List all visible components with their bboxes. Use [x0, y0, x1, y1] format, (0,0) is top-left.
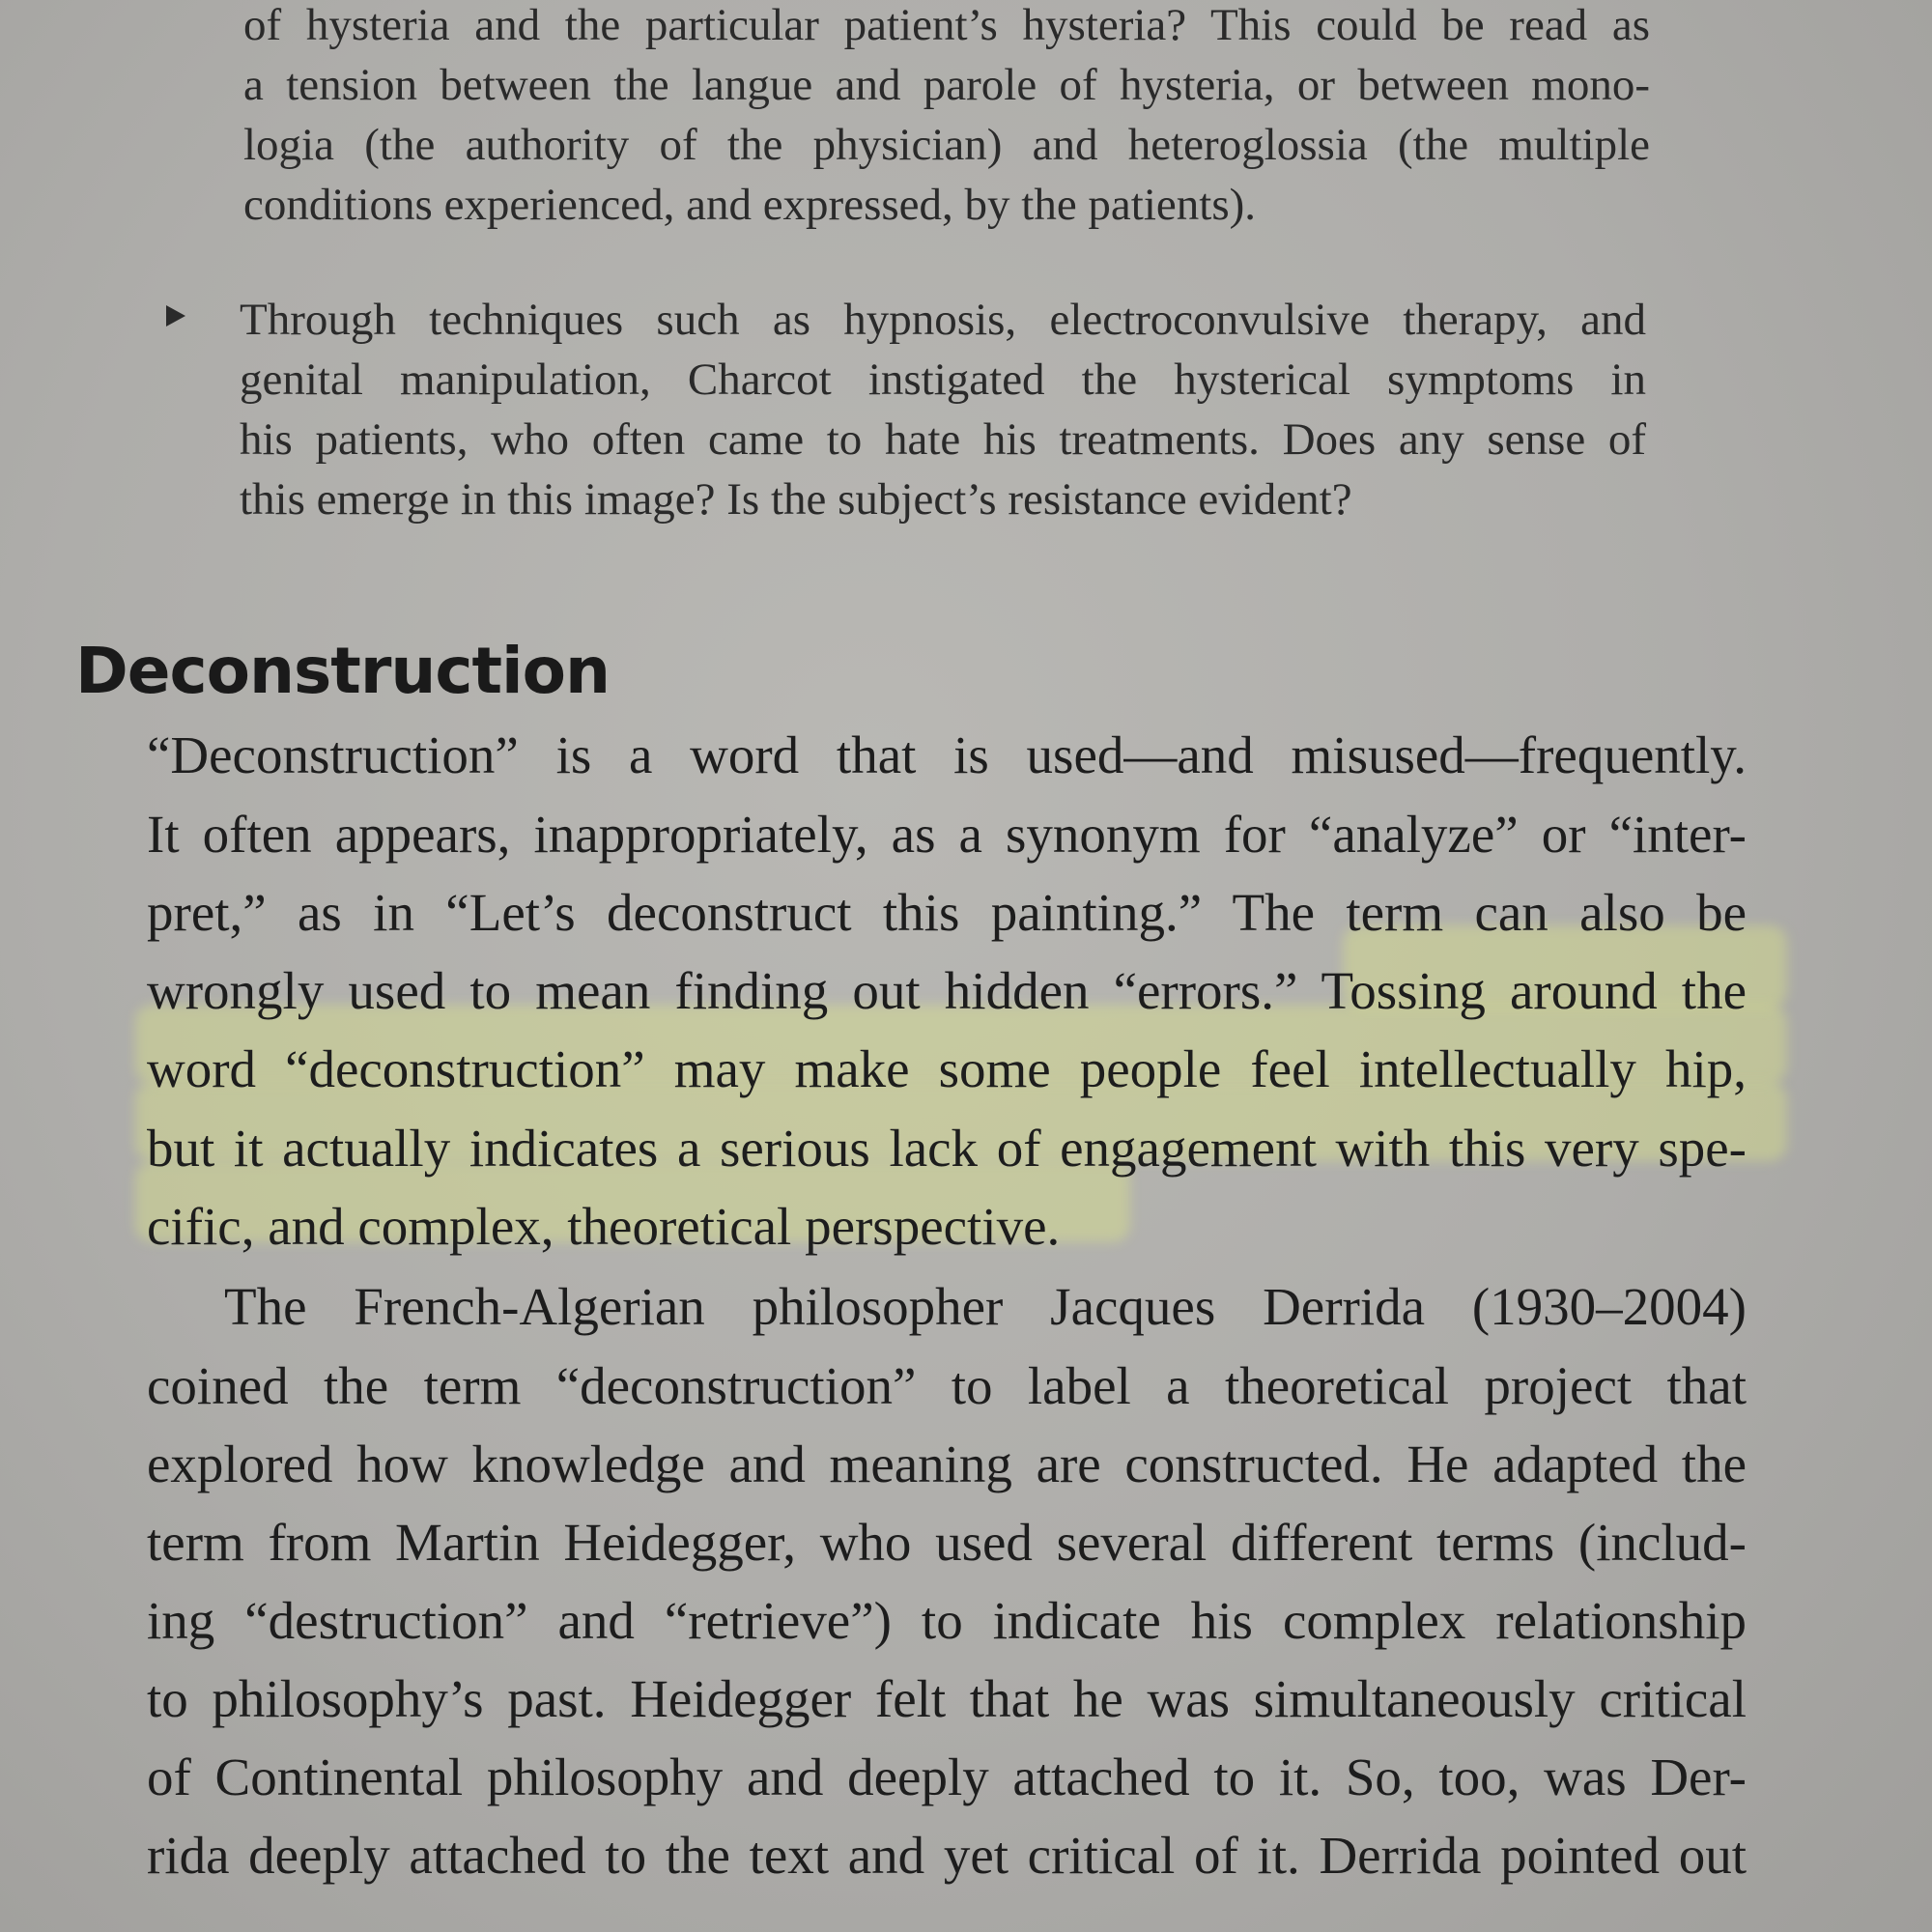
- paragraph-line: The French-Algerian philosopher Jacques Derrida (1930–2004): [224, 1277, 1747, 1336]
- paragraph-line: It often appears, inappropriately, as a synonym for “analyze” or “inter-: [147, 805, 1747, 864]
- paragraph-line: term from Martin Heidegger, who used several different terms (includ-: [147, 1513, 1747, 1572]
- paragraph-line: but it actually indicates a serious lack of engagement with this very spe-: [147, 1119, 1747, 1178]
- text-line: conditions experienced, and expressed, by the patients).: [243, 180, 1257, 230]
- bullet-text-line: this emerge in this image? Is the subject’s resistance evident?: [240, 474, 1352, 525]
- section-heading: Deconstruction: [75, 634, 610, 708]
- bullet-text-line: his patients, who often came to hate his treatments. Does any sense of: [240, 414, 1646, 465]
- paragraph-line: to philosophy’s past. Heidegger felt that he was simultaneously critical: [147, 1669, 1747, 1728]
- paragraph-line: word “deconstruction” may make some people feel intellectually hip,: [147, 1039, 1747, 1098]
- paragraph-line: ing “destruction” and “retrieve”) to indicate his complex relationship: [147, 1591, 1747, 1650]
- paragraph-line: coined the term “deconstruction” to label a theoretical project that: [147, 1356, 1747, 1415]
- triangle-bullet-icon: [166, 305, 185, 327]
- paragraph-line: of Continental philosophy and deeply attached to it. So, too, was Der-: [147, 1747, 1747, 1806]
- text-line: a tension between the langue and parole of hysteria, or between mono-: [243, 60, 1650, 110]
- text-line: of hysteria and the particular patient’s hysteria? This could be read as: [243, 0, 1650, 50]
- paragraph-line: “Deconstruction” is a word that is used—and misused—frequently.: [147, 725, 1747, 784]
- bullet-text-line: Through techniques such as hypnosis, electroconvulsive therapy, and: [240, 295, 1646, 345]
- paragraph-line: rida deeply attached to the text and yet critical of it. Derrida pointed out: [147, 1826, 1747, 1885]
- paragraph-line: pret,” as in “Let’s deconstruct this painting.” The term can also be: [147, 883, 1747, 942]
- paragraph-line: wrongly used to mean finding out hidden “errors.” Tossing around the: [147, 961, 1747, 1020]
- bullet-text-line: genital manipulation, Charcot instigated the hysterical symptoms in: [240, 355, 1646, 405]
- text-line: logia (the authority of the physician) and heteroglossia (the multiple: [243, 120, 1650, 170]
- paragraph-line: cific, and complex, theoretical perspective.: [147, 1197, 1061, 1256]
- paragraph-line: explored how knowledge and meaning are constructed. He adapted the: [147, 1435, 1747, 1493]
